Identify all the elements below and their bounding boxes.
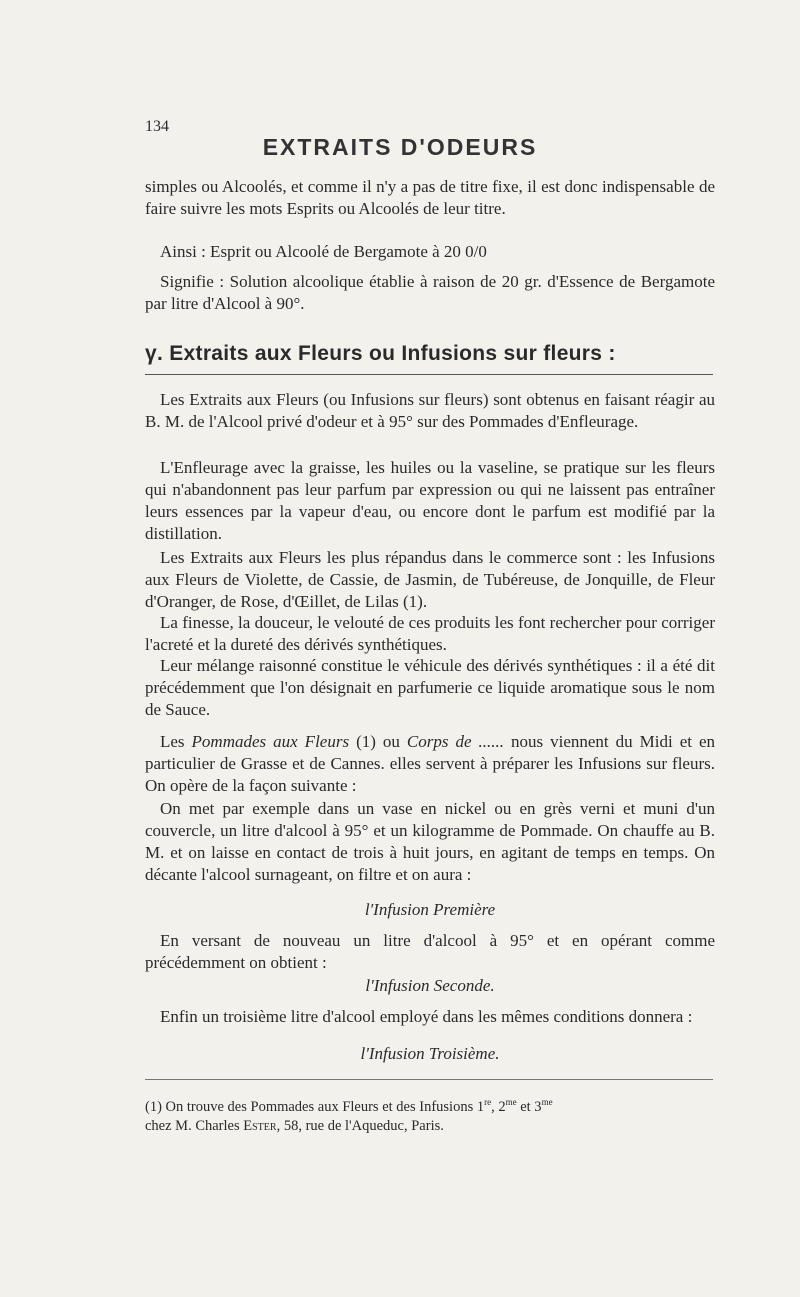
infusion-premiere: l'Infusion Première xyxy=(364,900,496,919)
paragraph-finesse: La finesse, la douceur, le velouté de ces produits les font rechercher pour corriger l'acreté et la dureté des dérivés synthétiques. xyxy=(145,613,715,654)
infusion-troisieme: l'Infusion Troisième. xyxy=(360,1044,500,1063)
running-header: EXTRAITS D'ODEURS xyxy=(262,134,538,160)
paragraph-ainsi: Ainsi : Esprit ou Alcoolé de Bergamote à 20 0/0 xyxy=(160,242,487,261)
paragraph-melange: Leur mélange raisonné constitue le véhicule des dérivés synthétiques : il a été dit précédemment que l'on désignait en parfumerie ce liquide aromatique sous le nom de Sauce. xyxy=(145,656,715,719)
paragraph-titre: simples ou Alcoolés, et comme il n'y a pas de titre fixe, il est donc indispensable de faire suivre les mots Esprits ou Alcoolés de leur titre. xyxy=(145,177,715,218)
corps-term: Corps de ...... xyxy=(406,732,504,751)
paragraph-procede: On met par exemple dans un vase en nickel ou en grès verni et muni d'un couvercle, un litre d'alcool à 95° et un kilogramme de Pommade. On chauffe au B. M. et on laisse en contact de trois à huit jours, en agitant de temps en temps. On décante l'alcool surnageant, on filtre et on aura : xyxy=(145,799,715,884)
pommades-term: Pommades aux Fleurs xyxy=(191,732,350,751)
footnote-author-name: Ester xyxy=(243,1117,277,1134)
section-title: γ. Extraits aux Fleurs ou Infusions sur fleurs : xyxy=(145,342,616,365)
infusion-seconde: l'Infusion Seconde. xyxy=(365,976,495,995)
paragraph-signifie: Signifie : Solution alcoolique établie à raison de 20 gr. d'Essence de Bergamote par litre d'Alcool à 90°. xyxy=(145,272,715,313)
paragraph-extraits: Les Extraits aux Fleurs (ou Infusions sur fleurs) sont obtenus en faisant réagir au B. M. de l'Alcool privé d'odeur et à 95° sur des Pommades d'Enfleurage. xyxy=(145,390,715,431)
section-underline xyxy=(145,374,713,375)
paragraph-troisieme: Enfin un troisième litre d'alcool employé dans les mêmes conditions donnera : xyxy=(160,1007,693,1026)
footnote: (1) On trouve des Pommades aux Fleurs et des Infusions 1re, $2^{me}$ et $3^{me}$ chez M. Charles Ester, 58, rue de l'Aqueduc, Paris. xyxy=(145,1097,553,1134)
paragraph-pommades: Les Pommades aux Fleurs (1) ou Corps de ...... nous viennent du Midi et en particulier de Grasse et de Cannes. elles servent à préparer les Infusions sur fleurs. On opère de la façon suivante : xyxy=(145,732,716,795)
paragraph-repandus: Les Extraits aux Fleurs les plus répandus dans le commerce sont : les Infusions aux Fleurs de Violette, de Cassie, de Jasmin, de Tubéreuse, de Jonquille, de Fleur d'Oranger, de Rose, d'Œillet, de Lilas (1). xyxy=(145,548,715,611)
footnote-rule xyxy=(145,1079,713,1080)
paragraph-enfleurage: L'Enfleurage avec la graisse, les huiles ou la vaseline, se pratique sur les fleurs qui n'abandonnent pas leur parfum par expression ou qui ne laissent pas entraîner leurs essences par la vapeur d'eau, ou encore dont le parfum est modifié par la distillation. xyxy=(145,458,715,543)
page-number: 134 xyxy=(145,118,169,135)
paragraph-seconde: En versant de nouveau un litre d'alcool à 95° et en opérant comme précédemment on obtient : xyxy=(145,931,715,972)
